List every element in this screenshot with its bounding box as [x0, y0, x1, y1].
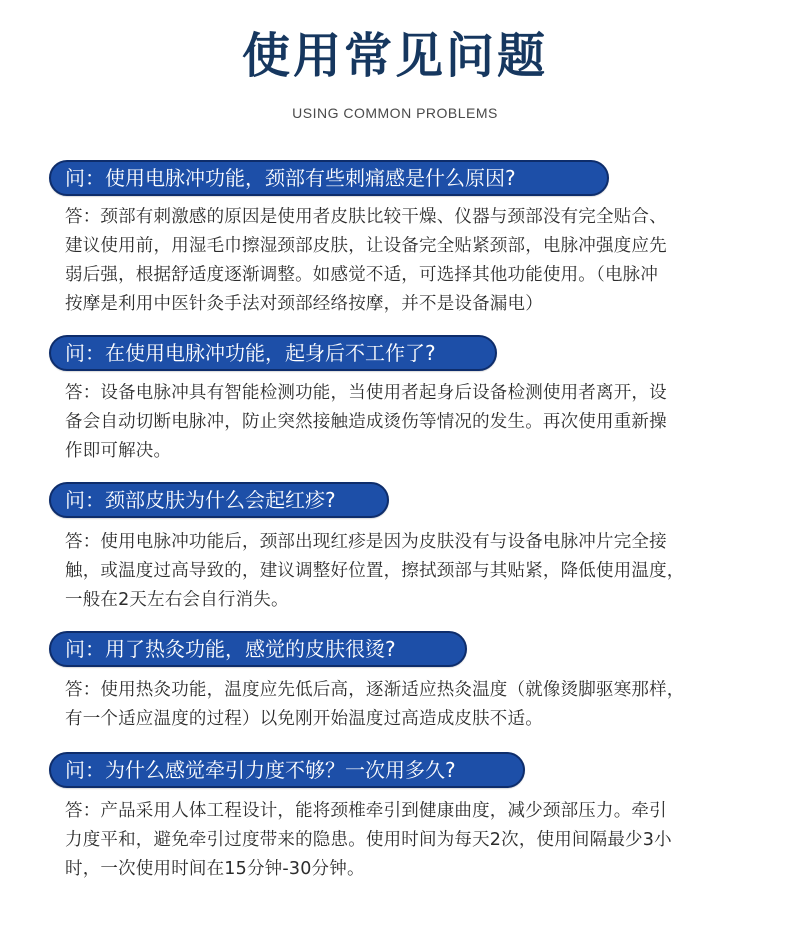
- page-title: 使用常见问题: [241, 28, 548, 84]
- answer-text: [65, 528, 755, 615]
- page-subtitle: USING COMMON PROBLEMS: [292, 105, 498, 121]
- answer-text: [65, 379, 755, 466]
- answer-text: [65, 203, 755, 319]
- answer-line: 作即可解决。: [65, 441, 172, 461]
- answer-line: 一般在2天左右会自行消失。: [65, 590, 289, 610]
- answer-line: 建议使用前，用湿毛巾擦湿颈部皮肤，让设备完全贴紧颈部，电脉冲强度应先: [65, 236, 667, 256]
- answer-line: 有一个适应温度的过程）以免刚开始温度过高造成皮肤不适。: [65, 709, 543, 729]
- answer-line: 按摩是利用中医针灸手法对颈部经络按摩，并不是设备漏电）: [65, 294, 543, 314]
- answer-line: 时，一次使用时间在15分钟-30分钟。: [65, 859, 365, 879]
- answer-line: 答：设备电脉冲具有智能检测功能，当使用者起身后设备检测使用者离开，设: [65, 383, 667, 403]
- answer-line: 备会自动切断电脉冲，防止突然接触造成烫伤等情况的发生。再次使用重新操: [65, 412, 667, 432]
- answer-line: 答：使用热灸功能，温度应先低后高，逐渐适应热灸温度（就像烫脚驱寒那样，: [65, 680, 685, 700]
- question-pill: 问：为什么感觉牵引力度不够？一次用多久?: [49, 752, 525, 788]
- answer-line: 力度平和，避免牵引过度带来的隐患。使用时间为每天2次，使用间隔最少3小: [65, 830, 672, 850]
- answer-line: 弱后强，根据舒适度逐渐调整。如感觉不适，可选择其他功能使用。（电脉冲: [65, 265, 659, 285]
- question-pill: 问：使用电脉冲功能，颈部有些刺痛感是什么原因?: [49, 160, 609, 196]
- answer-line: 答：颈部有刺激感的原因是使用者皮肤比较干燥、仪器与颈部没有完全贴合、: [65, 207, 667, 227]
- question-pill: 问：用了热灸功能，感觉的皮肤很烫?: [49, 631, 467, 667]
- question-pill: 问：颈部皮肤为什么会起红疹?: [49, 482, 389, 518]
- question-pill: 问：在使用电脉冲功能，起身后不工作了?: [49, 335, 497, 371]
- answer-line: 触，或温度过高导致的，建议调整好位置，擦拭颈部与其贴紧，降低使用温度，: [65, 561, 685, 581]
- answer-text: [65, 797, 755, 884]
- answer-line: 答：使用电脉冲功能后，颈部出现红疹是因为皮肤没有与设备电脉冲片完全接: [65, 532, 667, 552]
- answer-text: [65, 676, 755, 734]
- answer-line: 答：产品采用人体工程设计，能将颈椎牵引到健康曲度，减少颈部压力。牵引: [65, 801, 667, 821]
